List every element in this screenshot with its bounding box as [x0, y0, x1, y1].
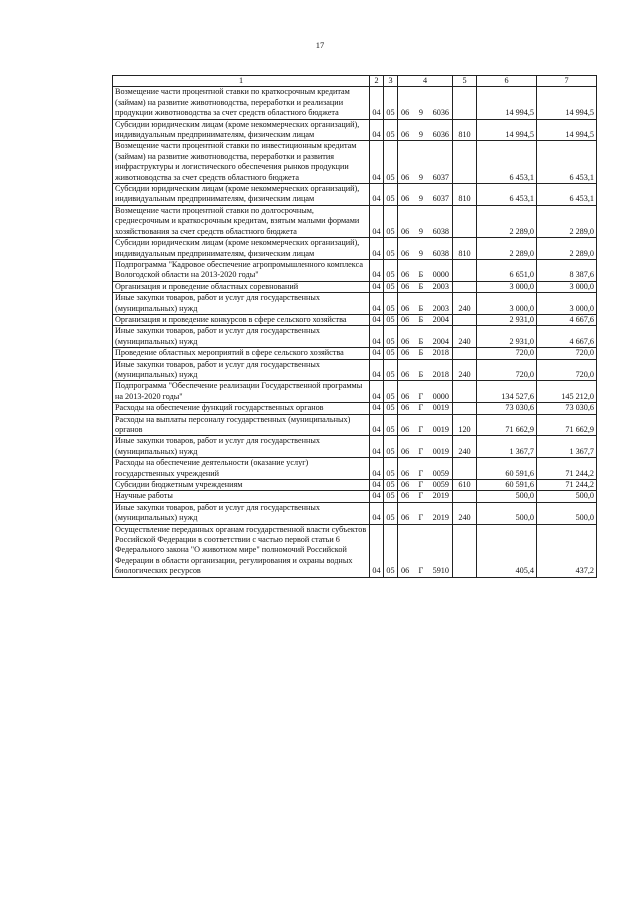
- section-code: 04: [370, 480, 384, 491]
- amount-year-2: 6 453,1: [537, 184, 597, 206]
- column-header: 1: [113, 76, 370, 87]
- target-article-code: [398, 293, 453, 315]
- target-article-code: [398, 359, 453, 381]
- target-article-program: 06: [401, 336, 410, 346]
- section-code: 04: [370, 458, 384, 480]
- target-article-direction: 0019: [432, 446, 449, 456]
- subsection-code: 05: [384, 87, 398, 119]
- section-code: 04: [370, 119, 384, 141]
- amount-year-2: 4 667,6: [537, 314, 597, 325]
- target-article-program: 06: [401, 281, 410, 291]
- item-name: Иные закупки товаров, работ и услуг для государственных (муниципальных) нужд: [113, 326, 370, 348]
- target-article-program: 06: [401, 446, 410, 456]
- amount-year-1: 6 651,0: [477, 259, 537, 281]
- target-article-program: 06: [401, 391, 410, 401]
- target-article-program: 06: [401, 468, 410, 478]
- table-row: [113, 381, 597, 403]
- item-name: Подпрограмма "Обеспечение реализации Государственной программы на 2013-2020 годы": [113, 381, 370, 403]
- amount-year-1: 3 000,0: [477, 281, 537, 292]
- budget-table: [112, 75, 597, 578]
- target-article-subprogram: Г: [418, 468, 424, 478]
- expense-type-code: [453, 141, 477, 184]
- expense-type-code: [453, 87, 477, 119]
- target-article-subprogram: Б: [418, 281, 424, 291]
- table-row: [113, 314, 597, 325]
- expense-type-code: [453, 458, 477, 480]
- section-code: 04: [370, 205, 384, 237]
- table-row: [113, 458, 597, 480]
- amount-year-2: 8 387,6: [537, 259, 597, 281]
- target-article-program: 06: [401, 194, 410, 204]
- subsection-code: 05: [384, 326, 398, 348]
- target-article-program: 06: [401, 172, 410, 182]
- target-article-subprogram: Г: [418, 403, 424, 413]
- target-article-code: [398, 502, 453, 524]
- subsection-code: 05: [384, 314, 398, 325]
- amount-year-2: 71 662,9: [537, 414, 597, 436]
- target-article-subprogram: 9: [418, 194, 423, 204]
- target-article-program: 06: [401, 226, 410, 236]
- item-name: Иные закупки товаров, работ и услуг для государственных (муниципальных) нужд: [113, 293, 370, 315]
- target-article-subprogram: Г: [418, 513, 424, 523]
- expense-type-code: [453, 403, 477, 414]
- target-article-program: 06: [401, 248, 410, 258]
- table-row: [113, 141, 597, 184]
- amount-year-1: 1 367,7: [477, 436, 537, 458]
- target-article-subprogram: Г: [418, 391, 424, 401]
- target-article-direction: 0059: [432, 468, 449, 478]
- subsection-code: 05: [384, 436, 398, 458]
- item-name: Субсидии бюджетным учреждениям: [113, 480, 370, 491]
- column-header: 3: [384, 76, 398, 87]
- section-code: 04: [370, 281, 384, 292]
- amount-year-2: 1 367,7: [537, 436, 597, 458]
- amount-year-2: 71 244,2: [537, 458, 597, 480]
- amount-year-2: 2 289,0: [537, 205, 597, 237]
- section-code: 04: [370, 436, 384, 458]
- expense-type-code: [453, 381, 477, 403]
- section-code: 04: [370, 524, 384, 577]
- expense-type-code: 810: [453, 238, 477, 260]
- amount-year-1: 2 931,0: [477, 326, 537, 348]
- amount-year-1: 2 931,0: [477, 314, 537, 325]
- section-code: 04: [370, 502, 384, 524]
- target-article-code: [398, 348, 453, 359]
- amount-year-2: 500,0: [537, 491, 597, 502]
- section-code: 04: [370, 259, 384, 281]
- subsection-code: 05: [384, 293, 398, 315]
- target-article-program: 06: [401, 425, 410, 434]
- subsection-code: 05: [384, 238, 398, 260]
- table-row: [113, 359, 597, 381]
- target-article-program: 06: [401, 566, 410, 576]
- amount-year-2: 73 030,6: [537, 403, 597, 414]
- column-header: 6: [477, 76, 537, 87]
- subsection-code: 05: [384, 491, 398, 502]
- table-row: [113, 524, 597, 577]
- table-row: [113, 348, 597, 359]
- target-article-direction: 6038: [432, 248, 449, 258]
- expense-type-code: 810: [453, 119, 477, 141]
- expense-type-code: 810: [453, 184, 477, 206]
- item-name: Расходы на обеспечение деятельности (оказание услуг) государственных учреждений: [113, 458, 370, 480]
- target-article-code: [398, 326, 453, 348]
- expense-type-code: [453, 491, 477, 502]
- section-code: 04: [370, 414, 384, 436]
- column-header: 4: [398, 76, 453, 87]
- target-article-program: 06: [401, 108, 410, 118]
- table-row: [113, 403, 597, 414]
- table-row: [113, 502, 597, 524]
- target-article-code: [398, 480, 453, 491]
- subsection-code: 05: [384, 524, 398, 577]
- amount-year-2: 145 212,0: [537, 381, 597, 403]
- item-name: Возмещение части процентной ставки по долгосрочным, среднесрочным и краткосрочным кредитам, взятым малыми формами хозяйствования за счет средств областного бюджета: [113, 205, 370, 237]
- amount-year-2: 14 994,5: [537, 119, 597, 141]
- target-article-program: 06: [401, 130, 410, 140]
- target-article-code: [398, 458, 453, 480]
- target-article-code: [398, 119, 453, 141]
- target-article-subprogram: 9: [418, 172, 423, 182]
- section-code: 04: [370, 348, 384, 359]
- subsection-code: 05: [384, 184, 398, 206]
- amount-year-1: 500,0: [477, 502, 537, 524]
- item-name: Возмещение части процентной ставки по инвестиционным кредитам (займам) на развитие животноводства, переработки и развития инфраструктуры и логистического обеспечения рынков продукции животноводства за счет средств областного бюджета: [113, 141, 370, 184]
- column-header: 7: [537, 76, 597, 87]
- page-number: 17: [315, 40, 325, 50]
- target-article-subprogram: Г: [418, 566, 424, 576]
- amount-year-1: 6 453,1: [477, 141, 537, 184]
- target-article-direction: 0000: [432, 391, 449, 401]
- target-article-code: [398, 403, 453, 414]
- section-code: 04: [370, 381, 384, 403]
- target-article-subprogram: Б: [418, 369, 424, 379]
- amount-year-2: 3 000,0: [537, 281, 597, 292]
- target-article-code: [398, 87, 453, 119]
- item-name: Субсидии юридическим лицам (кроме некоммерческих организаций), индивидуальным предпринимателям, физическим лицам: [113, 119, 370, 141]
- target-article-subprogram: Г: [418, 425, 424, 434]
- table-row: [113, 491, 597, 502]
- target-article-subprogram: Г: [418, 491, 424, 501]
- target-article-direction: 6036: [432, 108, 449, 118]
- target-article-direction: 6036: [432, 130, 449, 140]
- amount-year-2: 720,0: [537, 359, 597, 381]
- target-article-program: 06: [401, 491, 410, 501]
- subsection-code: 05: [384, 480, 398, 491]
- section-code: 04: [370, 491, 384, 502]
- target-article-subprogram: Б: [418, 270, 424, 280]
- target-article-code: [398, 281, 453, 292]
- table-row: [113, 184, 597, 206]
- expense-type-code: [453, 524, 477, 577]
- target-article-direction: 2018: [432, 369, 449, 379]
- item-name: Проведение областных мероприятий в сфере сельского хозяйства: [113, 348, 370, 359]
- target-article-program: 06: [401, 303, 410, 313]
- expense-type-code: 240: [453, 293, 477, 315]
- section-code: 04: [370, 326, 384, 348]
- amount-year-2: 720,0: [537, 348, 597, 359]
- amount-year-2: 500,0: [537, 502, 597, 524]
- target-article-code: [398, 259, 453, 281]
- item-name: Осуществление переданных органам государственной власти субъектов Российской Федерации в соответствии с частью первой статьи 6 Федерального закона "О животном мире" полномочий Российской Федерации в области организации, регулирования и охраны водных биологических ресурсов: [113, 524, 370, 577]
- target-article-direction: 6038: [432, 226, 449, 236]
- expense-type-code: [453, 205, 477, 237]
- subsection-code: 05: [384, 403, 398, 414]
- table-row: [113, 293, 597, 315]
- amount-year-1: 2 289,0: [477, 238, 537, 260]
- target-article-program: 06: [401, 403, 410, 413]
- section-code: 04: [370, 314, 384, 325]
- target-article-code: [398, 436, 453, 458]
- target-article-subprogram: Б: [418, 336, 424, 346]
- amount-year-2: 71 244,2: [537, 480, 597, 491]
- amount-year-2: 14 994,5: [537, 87, 597, 119]
- target-article-subprogram: 9: [418, 248, 423, 258]
- target-article-subprogram: 9: [418, 130, 423, 140]
- item-name: Субсидии юридическим лицам (кроме некоммерческих организаций), индивидуальным предпринимателям, физическим лицам: [113, 238, 370, 260]
- section-code: 04: [370, 403, 384, 414]
- table-row: [113, 119, 597, 141]
- table-row: [113, 281, 597, 292]
- target-article-program: 06: [401, 348, 410, 358]
- subsection-code: 05: [384, 348, 398, 359]
- amount-year-1: 405,4: [477, 524, 537, 577]
- target-article-direction: 2019: [432, 491, 449, 501]
- target-article-direction: 5910: [432, 566, 449, 576]
- target-article-code: [398, 414, 453, 436]
- table-row: [113, 480, 597, 491]
- subsection-code: 05: [384, 205, 398, 237]
- amount-year-1: 134 527,6: [477, 381, 537, 403]
- item-name: Иные закупки товаров, работ и услуг для государственных (муниципальных) нужд: [113, 359, 370, 381]
- target-article-subprogram: Б: [418, 314, 424, 324]
- expense-type-code: 240: [453, 502, 477, 524]
- section-code: 04: [370, 293, 384, 315]
- subsection-code: 05: [384, 381, 398, 403]
- target-article-direction: 2003: [432, 303, 449, 313]
- item-name: Иные закупки товаров, работ и услуг для государственных (муниципальных) нужд: [113, 502, 370, 524]
- subsection-code: 05: [384, 359, 398, 381]
- target-article-subprogram: 9: [418, 108, 423, 118]
- target-article-direction: 0019: [432, 425, 449, 434]
- target-article-subprogram: Г: [418, 480, 424, 490]
- amount-year-1: 500,0: [477, 491, 537, 502]
- section-code: 04: [370, 184, 384, 206]
- target-article-program: 06: [401, 314, 410, 324]
- target-article-direction: 0059: [432, 480, 449, 490]
- target-article-direction: 6037: [432, 172, 449, 182]
- item-name: Подпрограмма "Кадровое обеспечение агропромышленного комплекса Вологодской области на 2013-2020 годы": [113, 259, 370, 281]
- expense-type-code: 240: [453, 359, 477, 381]
- table-row: [113, 436, 597, 458]
- expense-type-code: 240: [453, 436, 477, 458]
- target-article-program: 06: [401, 270, 410, 280]
- amount-year-2: 6 453,1: [537, 141, 597, 184]
- target-article-direction: 0019: [432, 403, 449, 413]
- target-article-code: [398, 205, 453, 237]
- item-name: Возмещение части процентной ставки по краткосрочным кредитам (займам) на развитие животноводства, переработки и реализации продукции животноводства за счет средств областного бюджета: [113, 87, 370, 119]
- amount-year-2: 4 667,6: [537, 326, 597, 348]
- target-article-program: 06: [401, 369, 410, 379]
- table-row: [113, 326, 597, 348]
- section-code: 04: [370, 87, 384, 119]
- expense-type-code: [453, 348, 477, 359]
- target-article-subprogram: Б: [418, 303, 424, 313]
- subsection-code: 05: [384, 502, 398, 524]
- expense-type-code: [453, 259, 477, 281]
- column-header: 2: [370, 76, 384, 87]
- target-article-direction: 0000: [432, 270, 449, 280]
- section-code: 04: [370, 141, 384, 184]
- subsection-code: 05: [384, 119, 398, 141]
- amount-year-1: 73 030,6: [477, 403, 537, 414]
- subsection-code: 05: [384, 414, 398, 436]
- expense-type-code: [453, 281, 477, 292]
- section-code: 04: [370, 359, 384, 381]
- amount-year-2: 2 289,0: [537, 238, 597, 260]
- subsection-code: 05: [384, 259, 398, 281]
- amount-year-1: 3 000,0: [477, 293, 537, 315]
- amount-year-1: 2 289,0: [477, 205, 537, 237]
- amount-year-1: 720,0: [477, 359, 537, 381]
- table-header-row: [113, 76, 597, 87]
- amount-year-1: 14 994,5: [477, 87, 537, 119]
- amount-year-1: 71 662,9: [477, 414, 537, 436]
- expense-type-code: 240: [453, 326, 477, 348]
- subsection-code: 05: [384, 458, 398, 480]
- target-article-code: [398, 184, 453, 206]
- table-row: [113, 414, 597, 436]
- expense-type-code: 610: [453, 480, 477, 491]
- subsection-code: 05: [384, 141, 398, 184]
- target-article-direction: 2004: [432, 336, 449, 346]
- target-article-direction: 2019: [432, 513, 449, 523]
- amount-year-1: 60 591,6: [477, 458, 537, 480]
- item-name: Иные закупки товаров, работ и услуг для государственных (муниципальных) нужд: [113, 436, 370, 458]
- table-row: [113, 238, 597, 260]
- column-header: 5: [453, 76, 477, 87]
- item-name: Научные работы: [113, 491, 370, 502]
- amount-year-1: 14 994,5: [477, 119, 537, 141]
- expense-type-code: [453, 314, 477, 325]
- amount-year-2: 437,2: [537, 524, 597, 577]
- table-row: [113, 87, 597, 119]
- amount-year-1: 6 453,1: [477, 184, 537, 206]
- target-article-direction: 2004: [432, 314, 449, 324]
- amount-year-1: 720,0: [477, 348, 537, 359]
- expense-type-code: 120: [453, 414, 477, 436]
- target-article-program: 06: [401, 480, 410, 490]
- item-name: Расходы на выплаты персоналу государственных (муниципальных) органов: [113, 414, 370, 436]
- target-article-code: [398, 524, 453, 577]
- amount-year-1: 60 591,6: [477, 480, 537, 491]
- amount-year-2: 3 000,0: [537, 293, 597, 315]
- table-row: [113, 205, 597, 237]
- target-article-code: [398, 314, 453, 325]
- target-article-subprogram: 9: [418, 226, 423, 236]
- target-article-code: [398, 238, 453, 260]
- table-row: [113, 259, 597, 281]
- item-name: Организация и проведение конкурсов в сфере сельского хозяйства: [113, 314, 370, 325]
- target-article-code: [398, 141, 453, 184]
- item-name: Субсидии юридическим лицам (кроме некоммерческих организаций), индивидуальным предпринимателям, физическим лицам: [113, 184, 370, 206]
- target-article-direction: 2018: [432, 348, 449, 358]
- section-code: 04: [370, 238, 384, 260]
- item-name: Организация и проведение областных соревнований: [113, 281, 370, 292]
- target-article-direction: 6037: [432, 194, 449, 204]
- item-name: Расходы на обеспечение функций государственных органов: [113, 403, 370, 414]
- target-article-subprogram: Б: [418, 348, 424, 358]
- target-article-subprogram: Г: [418, 446, 424, 456]
- target-article-code: [398, 491, 453, 502]
- target-article-direction: 2003: [432, 281, 449, 291]
- target-article-code: [398, 381, 453, 403]
- subsection-code: 05: [384, 281, 398, 292]
- target-article-program: 06: [401, 513, 410, 523]
